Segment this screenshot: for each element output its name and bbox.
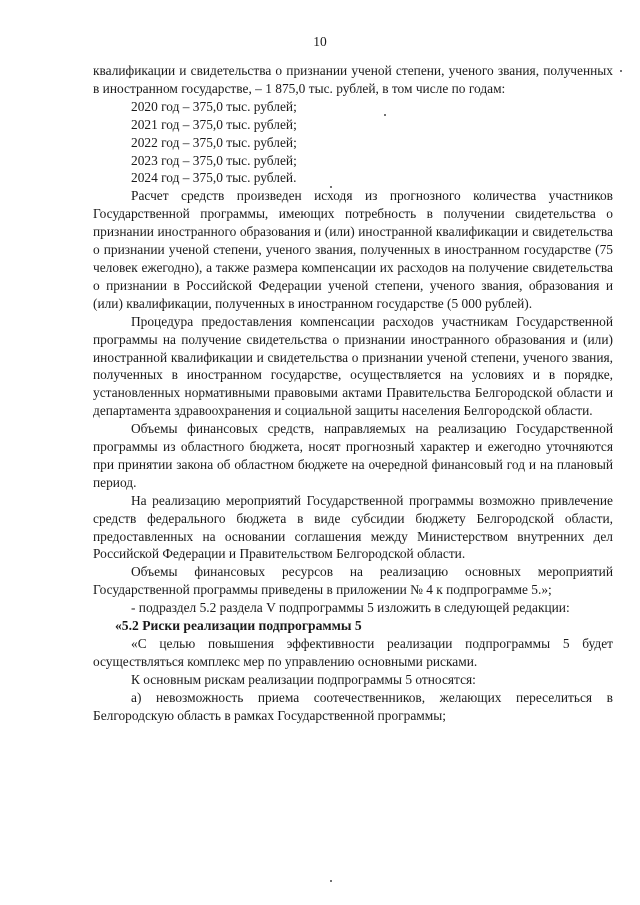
paragraph-funding-total: квалификации и свидетельства о признании ученой степени, ученого звания, полученных в иностранном государстве, – 1 875,0 тыс. рублей, в том числе по годам: [93,63,613,96]
year-line-2022: 2022 год – 375,0 тыс. рублей; [131,134,297,150]
page-number: 10 [313,34,327,49]
scan-speck [330,880,332,882]
scan-speck [384,114,386,116]
year-line-2023: 2023 год – 375,0 тыс. рублей; [131,152,297,168]
paragraph-calculation: Расчет средств произведен исходя из прогнозного количества участников Государственной программы, имеющих потребность в получении свидетельства о признании иностранного образования и (или) иностранной квалификации и свидетельства о признании ученой степени, ученого звания, полученных в иностранном государстве (75 человек ежегодно), а также размера компенсации их расходов на получение свидетельства о признании в Российской Федерации ученой степени, ученого звания, образования и (или) квалификации, полученных в иностранном государстве (5 000 рублей). [93,188,613,311]
year-line-2024: 2024 год – 375,0 тыс. рублей. [131,170,297,186]
document-body [93,62,613,725]
paragraph-procedure: Процедура предоставления компенсации расходов участникам Государственной программы на получение свидетельства о признании иностранного образования и (или) иностранной квалификации и свидетельства о признании ученой степени, ученого звания, полученных в иностранном государстве, осуществляется на условиях и в порядке, установленных нормативными правовыми актами Правительства Белгородской области и департамента здравоохранения и социальной защиты населения Белгородской области. [93,313,613,419]
paragraph-federal-funds: На реализацию мероприятий Государственной программы возможно привлечение средств федерального бюджета в виде субсидии бюджету Белгородской области, предоставленных на основании соглашения между Министерством внутренних дел Российской Федерации и Правительством Белгородской области. [93,492,613,562]
paragraph-appendix-ref: Объемы финансовых ресурсов на реализацию основных мероприятий Государственной программы приведены в приложении № 4 к подпрограмме 5.»; [93,564,613,598]
paragraph-risk-a: а) невозможность приема соотечественников, желающих переселиться в Белгородскую область в рамках Государственной программы; [93,689,613,723]
paragraph-subsection-edit: - подраздел 5.2 раздела V подпрограммы 5 изложить в следующей редакции: [131,600,570,616]
year-line-2021: 2021 год – 375,0 тыс. рублей; [131,116,297,132]
year-line-2020: 2020 год – 375,0 тыс. рублей; [131,98,297,114]
section-heading: «5.2 Риски реализации подпрограммы 5 [115,618,362,634]
scan-speck [330,186,332,188]
paragraph-risk-list-intro: К основным рискам реализации подпрограммы 5 относятся: [131,671,476,687]
paragraph-volumes: Объемы финансовых средств, направляемых на реализацию Государственной программы из областного бюджета, носят прогнозный характер и ежегодно уточняются при принятии закона об областном бюджете на очередной финансовый год и на плановый период. [93,421,613,490]
paragraph-risk-intro: «С целью повышения эффективности реализации подпрограммы 5 будет осуществляться комплекс мер по управлению основными рисками. [93,636,613,669]
scan-speck [620,70,622,72]
